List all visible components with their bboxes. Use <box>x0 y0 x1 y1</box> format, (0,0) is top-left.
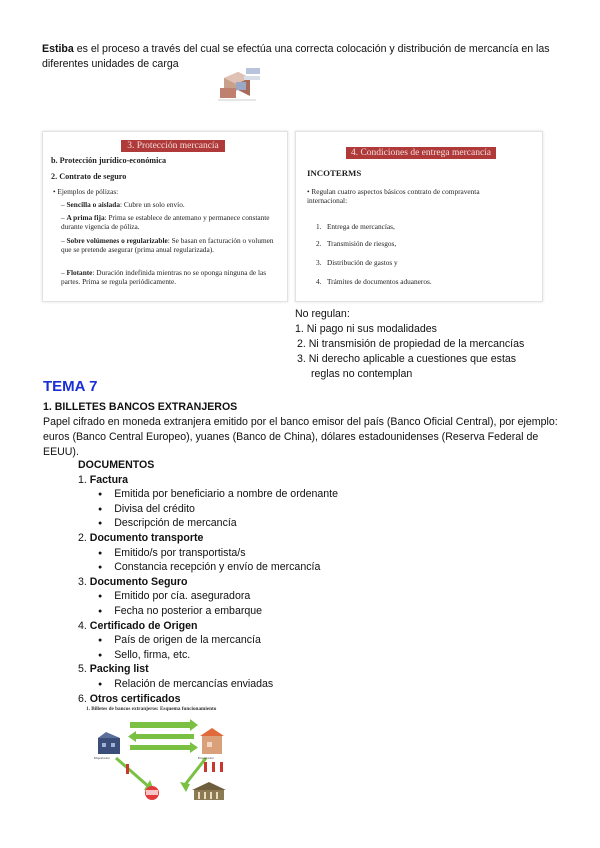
slide4-item: 4. Trámites de documentos aduaneros. <box>316 277 432 286</box>
slide3-section-b: b. Protección jurídico-económica <box>51 156 167 165</box>
slide-condiciones-entrega <box>295 131 543 302</box>
billetes-section <box>43 400 563 460</box>
documentos-list <box>78 458 558 706</box>
slide3-title: 3. Protección mercancía <box>121 140 225 152</box>
doc-bullet: ● Fecha no posterior a embarque <box>78 604 558 619</box>
doc-bullet: ● Relación de mercancías enviadas <box>78 677 558 692</box>
slide4-item: 1. Entrega de mercancías, <box>316 222 395 231</box>
slide3-item: – Sencilla o aislada: Cubre un solo envío. <box>61 200 185 209</box>
slide3-item: – Sobre volúmenes o regularizable: Se basan en facturación o volumen que se pretende asegurar (prima anual regularizada). <box>61 236 274 255</box>
slide3-section-2: 2. Contrato de seguro <box>51 172 127 181</box>
stowage-illustration <box>216 64 266 106</box>
doc-item-heading: 4. Certificado de Origen <box>78 619 198 632</box>
intro-paragraph <box>42 42 562 72</box>
intro-term: Estiba <box>42 43 74 55</box>
slide4-title: 4. Condiciones de entrega mercancía <box>346 147 496 159</box>
tema-heading: TEMA 7 <box>43 378 98 395</box>
doc-bullet: ● Emitido por cía. aseguradora <box>78 589 558 604</box>
billetes-text: Papel cifrado en moneda extranjera emitido por el banco emisor del país (Banco Oficial Central), por ejemplo: euros (Banco Central Europeo), yuanes (Banco de China), dólares estadounidenses (Reserva Federal de EEUU). <box>43 416 558 458</box>
diagram-right-label: Exportador <box>198 756 214 760</box>
diagram-left-label: Importador <box>94 756 110 760</box>
no-regulan-continuation: reglas no contemplan <box>311 368 413 380</box>
no-regulan-item: 1. Ni pago ni sus modalidades <box>295 323 437 335</box>
doc-item-heading: 6. Otros certificados <box>78 692 181 705</box>
no-regulan-item: 3. Ni derecho aplicable a cuestiones que estas <box>297 353 517 365</box>
doc-bullet: ● Descripción de mercancía <box>78 516 558 531</box>
slide-proteccion-mercancia <box>42 131 288 302</box>
no-regulan-block <box>295 307 575 382</box>
billetes-heading: 1. BILLETES BANCOS EXTRANJEROS <box>43 401 238 413</box>
diagram-title: 1. Billetes de bancos extranjeros: Esquema funcionamiento <box>86 706 217 712</box>
doc-item-heading: 3. Documento Seguro <box>78 575 188 588</box>
intro-text: es el proceso a través del cual se efectúa una correcta colocación y distribución de mercancía en las diferentes unidades de carga <box>42 43 550 70</box>
documentos-title: DOCUMENTOS <box>78 459 155 471</box>
doc-bullet: ● Constancia recepción y envío de mercancía <box>78 560 558 575</box>
slide4-heading: INCOTERMS <box>307 168 362 178</box>
slide4-item: 3. Distribución de gastos y <box>316 258 398 267</box>
doc-item-heading: 5. Packing list <box>78 663 149 676</box>
slide3-item: – A prima fija: Prima se establece de antemano y permanece constante durante vigencia de póliza. <box>61 213 270 232</box>
doc-bullet: ● Divisa del crédito <box>78 502 558 517</box>
no-regulan-title: No regulan: <box>295 308 350 320</box>
slide3-item: – Flotante: Duración indefinida mientras no se oponga ninguna de las partes. Prima se regula periódicamente. <box>61 268 267 287</box>
doc-bullet: ● País de origen de la mercancía <box>78 633 558 648</box>
slide4-item: 2. Transmisión de riesgos, <box>316 239 397 248</box>
billetes-diagram <box>86 706 272 802</box>
doc-bullet: ● Emitido/s por transportista/s <box>78 546 558 561</box>
doc-item-heading: 2. Documento transporte <box>78 531 204 544</box>
slide4-intro: • Regulan cuatro aspectos básicos contrato de compraventa internacional: <box>307 187 480 206</box>
diagram-graphic <box>86 714 272 802</box>
doc-bullet: ● Emitida por beneficiario a nombre de ordenante <box>78 487 558 502</box>
doc-bullet: ● Sello, firma, etc. <box>78 648 558 663</box>
slide3-examples-label: • Ejemplos de pólizas: <box>53 187 119 196</box>
no-regulan-item: 2. Ni transmisión de propiedad de la mercancías <box>297 338 525 350</box>
doc-item-heading: 1. Factura <box>78 473 129 486</box>
